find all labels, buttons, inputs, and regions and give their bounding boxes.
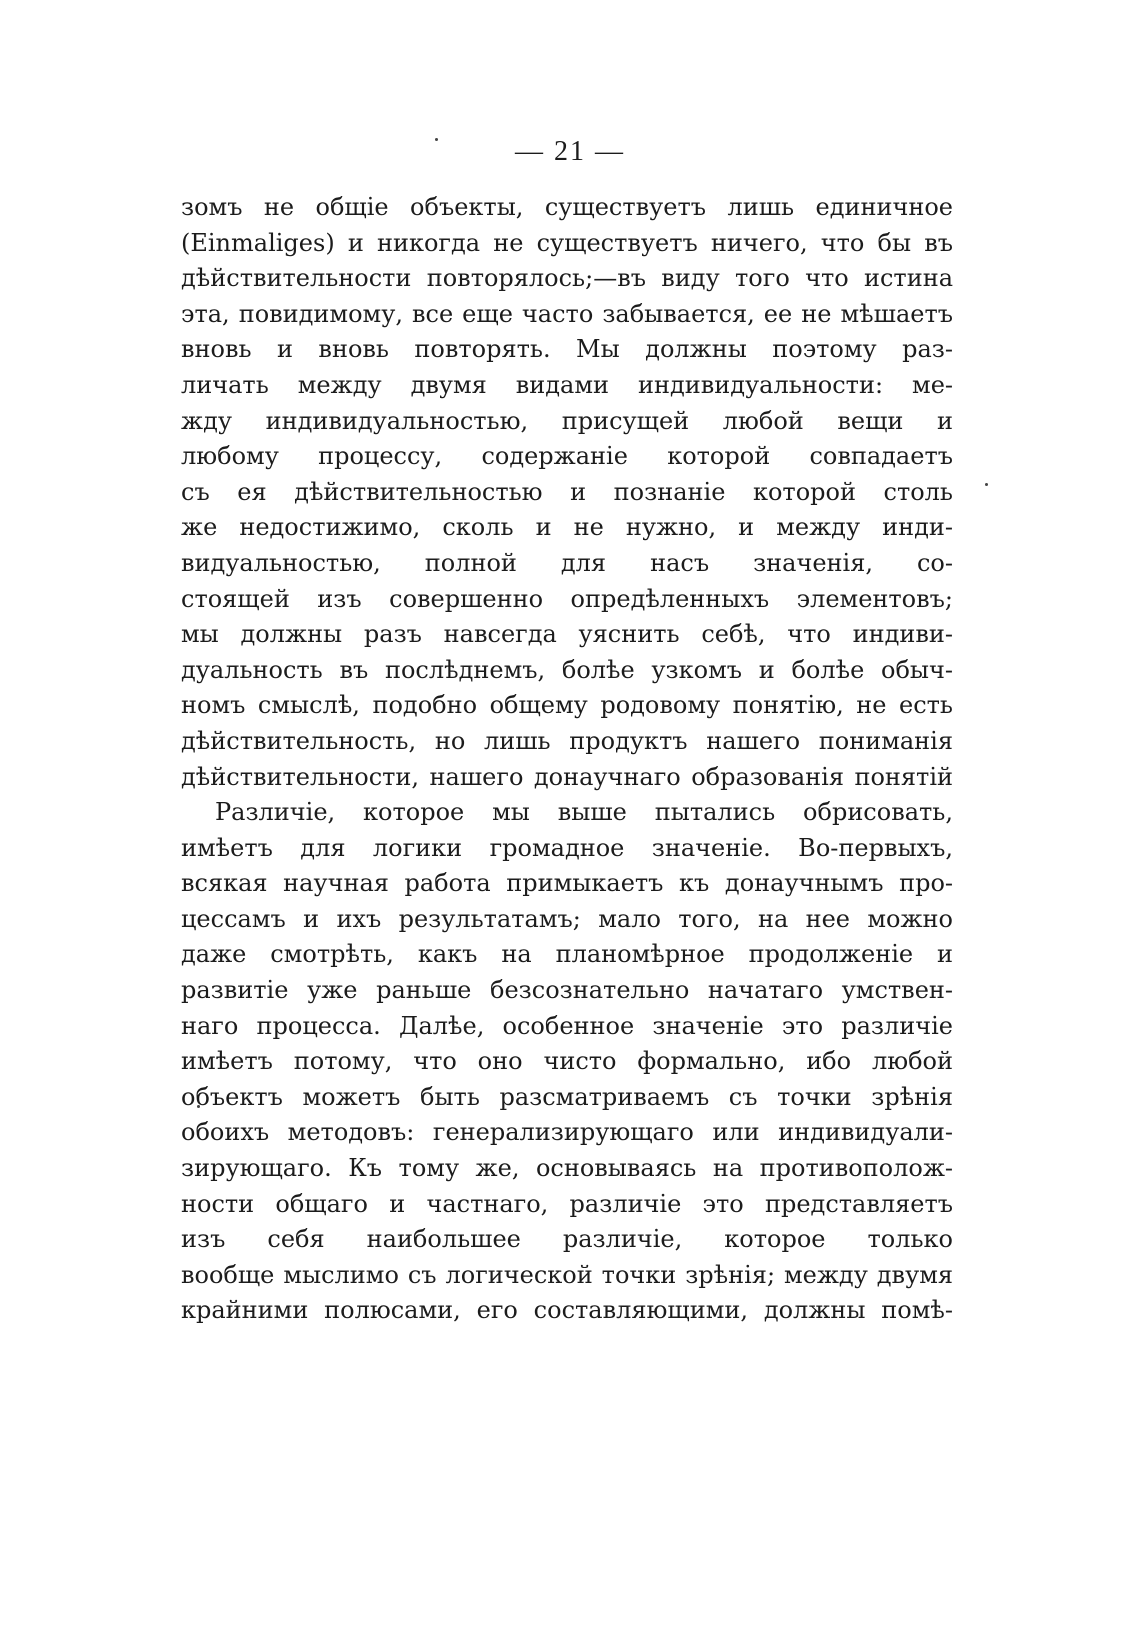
text-line: вновь и вновь повторять. Мы должны поэтому раз- <box>181 335 953 364</box>
text-line: ности общаго и частнаго, различіе это представляетъ <box>181 1189 953 1218</box>
text-line: видуальностью, полной для насъ значенія, со- <box>181 548 953 577</box>
text-line: всякая научная работа примыкаетъ къ донаучнымъ про- <box>181 869 953 898</box>
text-line: развитіе уже раньше безсознательно начатаго умствен- <box>181 976 953 1005</box>
text-line: дѣйствительности повторялось;—въ виду того что истина <box>181 264 953 293</box>
text-line: Различіе, которое мы выше пытались обрисовать, <box>215 798 953 827</box>
text-line: личать между двумя видами индивидуальности: ме- <box>181 370 953 399</box>
text-line: эта, повидимому, все еще часто забывается, ее не мѣшаетъ <box>181 299 953 328</box>
text-line: крайними полюсами, его составляющими, должны помѣ- <box>181 1296 953 1325</box>
text-line: (Einmaliges) и никогда не существуетъ ничего, что бы въ <box>181 228 953 257</box>
body-text <box>181 190 953 1329</box>
scan-speck <box>435 138 438 141</box>
text-line: обоихъ методовъ: генерализирующаго или индивидуали- <box>181 1118 953 1147</box>
text-line: наго процесса. Далѣе, особенное значеніе это различіе <box>181 1011 953 1040</box>
text-line: цессамъ и ихъ результатамъ; мало того, на нее можно <box>181 904 953 933</box>
text-line: дѣйствительности, нашего донаучнаго образованія понятій <box>181 762 953 791</box>
text-line: дуальность въ послѣднемъ, болѣе узкомъ и болѣе обыч- <box>181 655 953 684</box>
text-line: дѣйствительность, но лишь продуктъ нашего пониманія <box>181 726 953 755</box>
text-line: же недостижимо, сколь и не нужно, и между инди- <box>181 513 953 542</box>
text-line: мы должны разъ навсегда уяснить себѣ, что индиви- <box>181 620 953 649</box>
text-line: зомъ не общіе объекты, существуетъ лишь единичное <box>181 193 953 221</box>
text-line: даже смотрѣть, какъ на планомѣрное продолженіе и <box>181 940 953 969</box>
text-line: изъ себя наибольшее различіе, которое только <box>181 1225 953 1254</box>
scan-speck <box>985 483 988 486</box>
text-line: номъ смыслѣ, подобно общему родовому понятію, не есть <box>181 691 953 720</box>
text-line: вообще мыслимо съ логической точки зрѣнія; между двумя <box>181 1260 953 1289</box>
page-number: — 21 — <box>515 136 625 167</box>
text-line: любому процессу, содержаніе которой совпадаетъ <box>181 442 953 471</box>
paragraph-1 <box>181 190 953 795</box>
text-line: имѣетъ для логики громадное значеніе. Во-первыхъ, <box>181 833 953 862</box>
text-line: жду индивидуальностью, присущей любой вещи и <box>181 406 953 435</box>
text-line: зирующаго. Къ тому же, основываясь на противополож- <box>181 1154 953 1183</box>
text-line: стоящей изъ совершенно опредѣленныхъ элементовъ; <box>181 584 953 613</box>
text-line: съ ея дѣйствительностью и познаніе которой столь <box>181 477 953 506</box>
text-line: объектъ можетъ быть разсматриваемъ съ точки зрѣнія <box>181 1082 953 1111</box>
paragraph-2 <box>181 795 953 1329</box>
text-line: имѣетъ потому, что оно чисто формально, ибо любой <box>181 1047 953 1076</box>
